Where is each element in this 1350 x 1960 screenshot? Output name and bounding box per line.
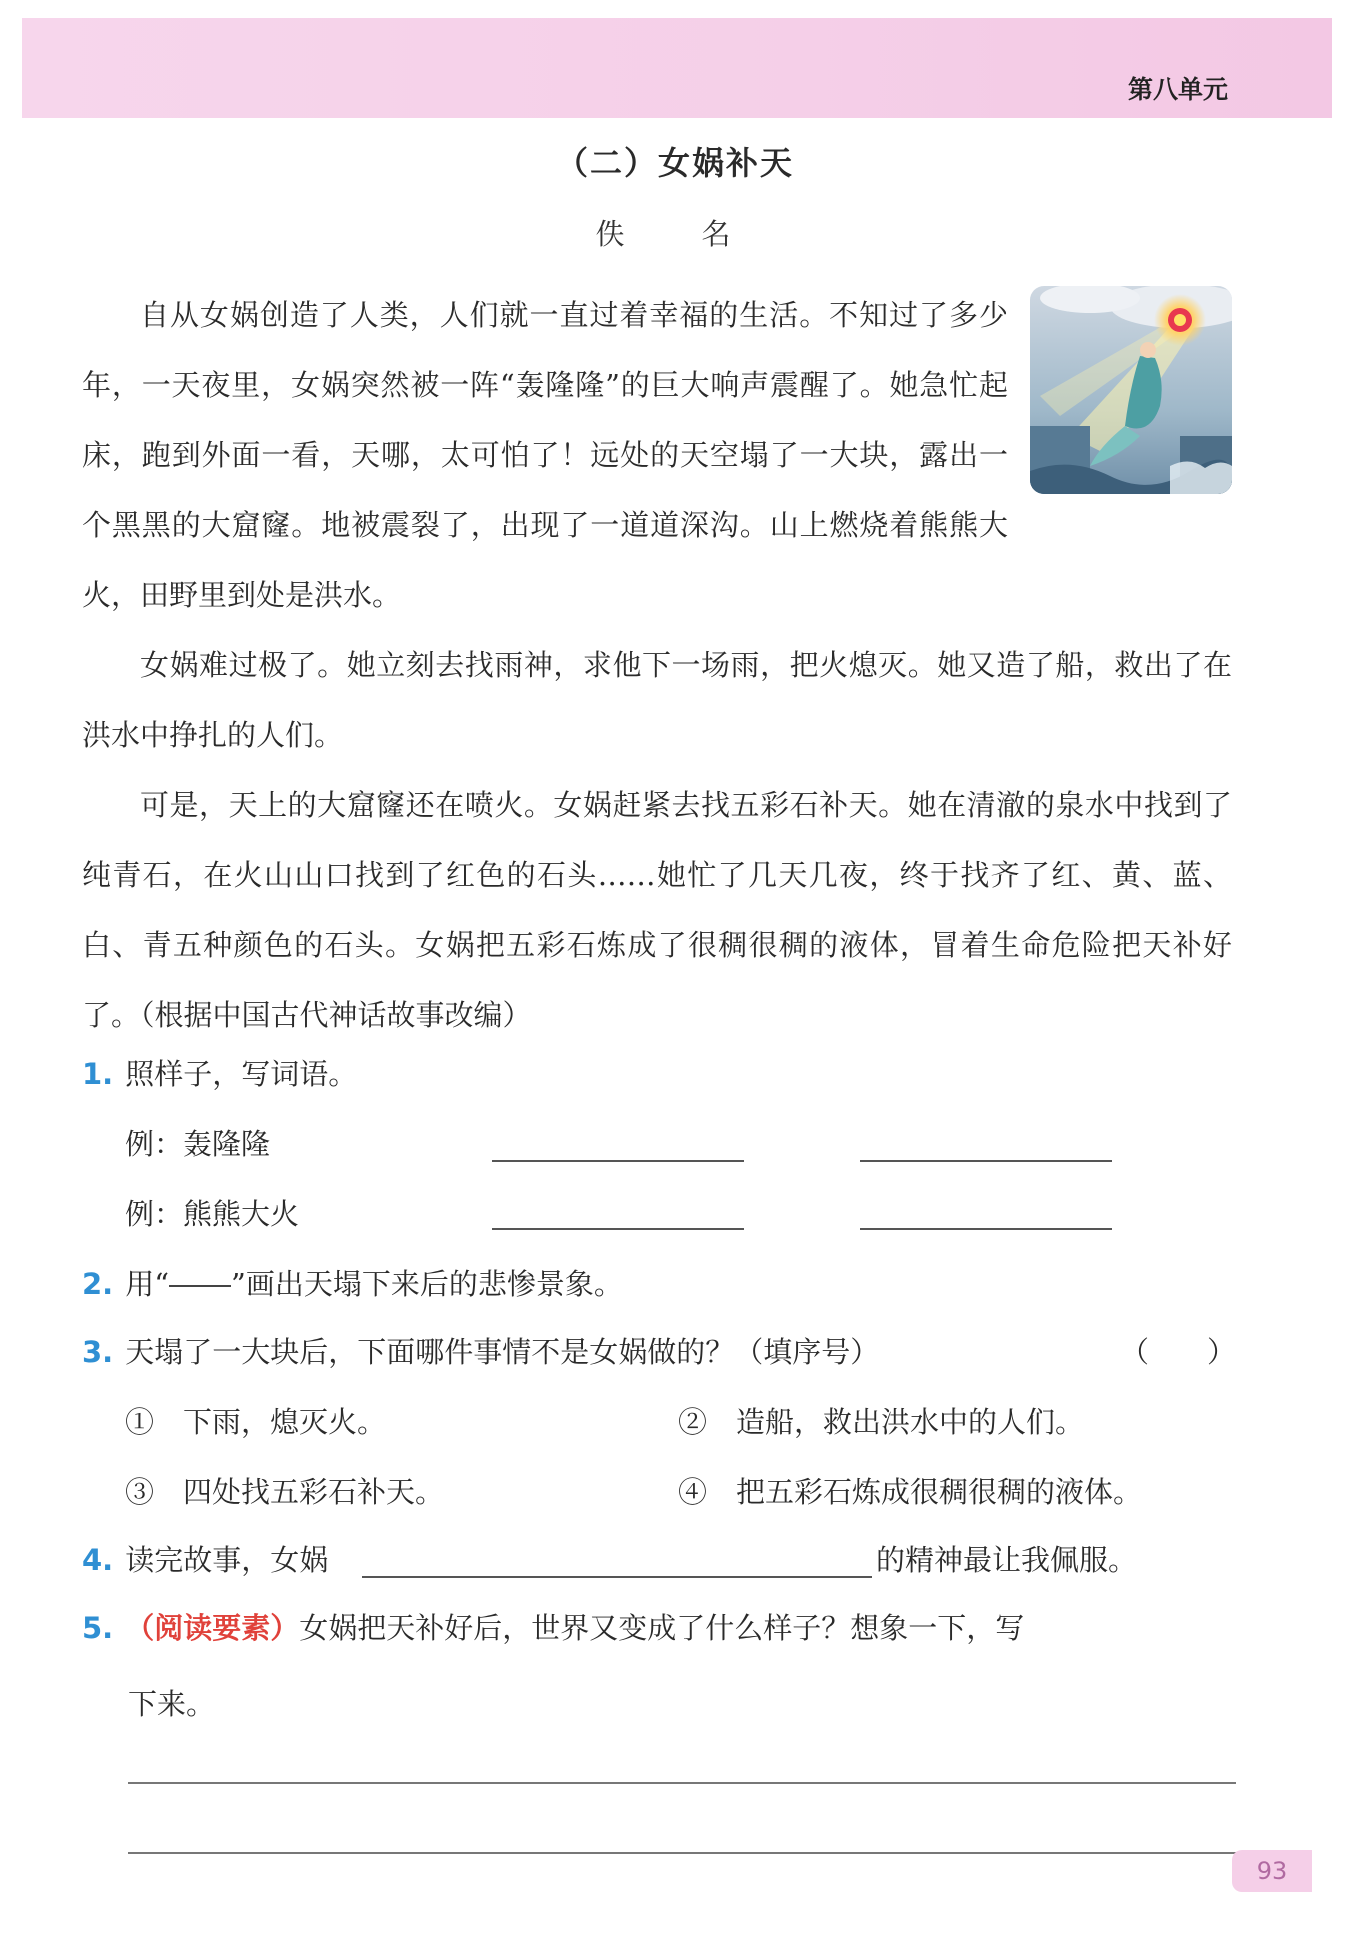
reading-element-tag: （阅读要素） [125,1611,300,1645]
question-3-number: 3. [82,1335,114,1369]
question-2-number: 2. [82,1267,114,1301]
question-5-text: 女娲把天补好后，世界又变成了什么样子？想象一下，写 [299,1611,1025,1645]
question-4-number: 4. [82,1543,114,1577]
q1-answer-blank[interactable] [860,1228,1112,1230]
option-2: ② 造船，救出洪水中的人们。 [678,1405,1085,1439]
writing-line[interactable] [128,1852,1236,1854]
option-3: ③ 四处找五彩石补天。 [125,1475,445,1509]
option-4: ④ 把五彩石炼成很稠很稠的液体。 [678,1475,1143,1509]
q4-answer-blank[interactable] [362,1576,872,1578]
question-2 [82,1262,623,1303]
story-paragraph-3: 可是，天上的大窟窿还在喷火。女娲赶紧去找五彩石补天。她在清澈的泉水中找到了纯青石，在火山山口找到了红色的石头……她忙了几天几夜，终于找齐了红、黄、蓝、白、青五种颜色的石头。女娲把五彩石炼成了很稠很稠的液体，冒着生命危险把天补好了。（根据中国古代神话故事改编） [82,788,1232,1032]
question-5-number: 5. [82,1611,114,1645]
question-2-prefix: 用“ [125,1267,170,1301]
question-5-line2: 下来。 [128,1687,216,1721]
story-text [82,280,1232,1050]
question-4 [82,1538,328,1579]
question-1 [82,1052,357,1093]
q1-example-1: 例：轰隆隆 [125,1127,271,1161]
underline-sample [169,1285,231,1287]
story-paragraph-1: 自从女娲创造了人类，人们就一直过着幸福的生活。不知过了多少年，一天夜里，女娲突然被一阵“轰隆隆”的巨大响声震醒了。她急忙起床，跑到外面一看，天哪，太可怕了！远处的天空塌了一大块，露出一个黑黑的大窟窿。地被震裂了，出现了一道道深沟。山上燃烧着熊熊大火，田野里到处是洪水。 [82,298,1008,612]
q1-example-2: 例：熊熊大火 [125,1197,300,1231]
question-5 [82,1606,1024,1647]
q1-answer-blank[interactable] [492,1160,744,1162]
nuwa-mending-sky-illustration [1030,286,1232,494]
q1-answer-blank[interactable] [860,1160,1112,1162]
q1-answer-blank[interactable] [492,1228,744,1230]
author: 佚 名 [595,217,755,251]
lesson-title: （二）女娲补天 [555,144,794,182]
question-3 [82,1330,879,1371]
question-3-text: 天塌了一大块后，下面哪件事情不是女娲做的？（填序号） [125,1335,880,1369]
answer-parentheses[interactable]: （ ） [1120,1335,1237,1369]
question-1-number: 1. [82,1057,114,1091]
page-number: 93 [1232,1850,1312,1892]
unit-label: 第八单元 [1127,75,1228,104]
option-1: ① 下雨，熄灭火。 [125,1405,387,1439]
question-4-prefix: 读完故事，女娲 [125,1543,329,1577]
story-paragraph-2: 女娲难过极了。她立刻去找雨神，求他下一场雨，把火熄灭。她又造了船，救出了在洪水中挣扎的人们。 [82,648,1232,752]
question-2-suffix: ”画出天塌下来后的悲惨景象。 [231,1267,623,1301]
writing-line[interactable] [128,1782,1236,1784]
question-1-text: 照样子，写词语。 [125,1057,358,1091]
question-4-suffix: 的精神最让我佩服。 [876,1543,1138,1577]
